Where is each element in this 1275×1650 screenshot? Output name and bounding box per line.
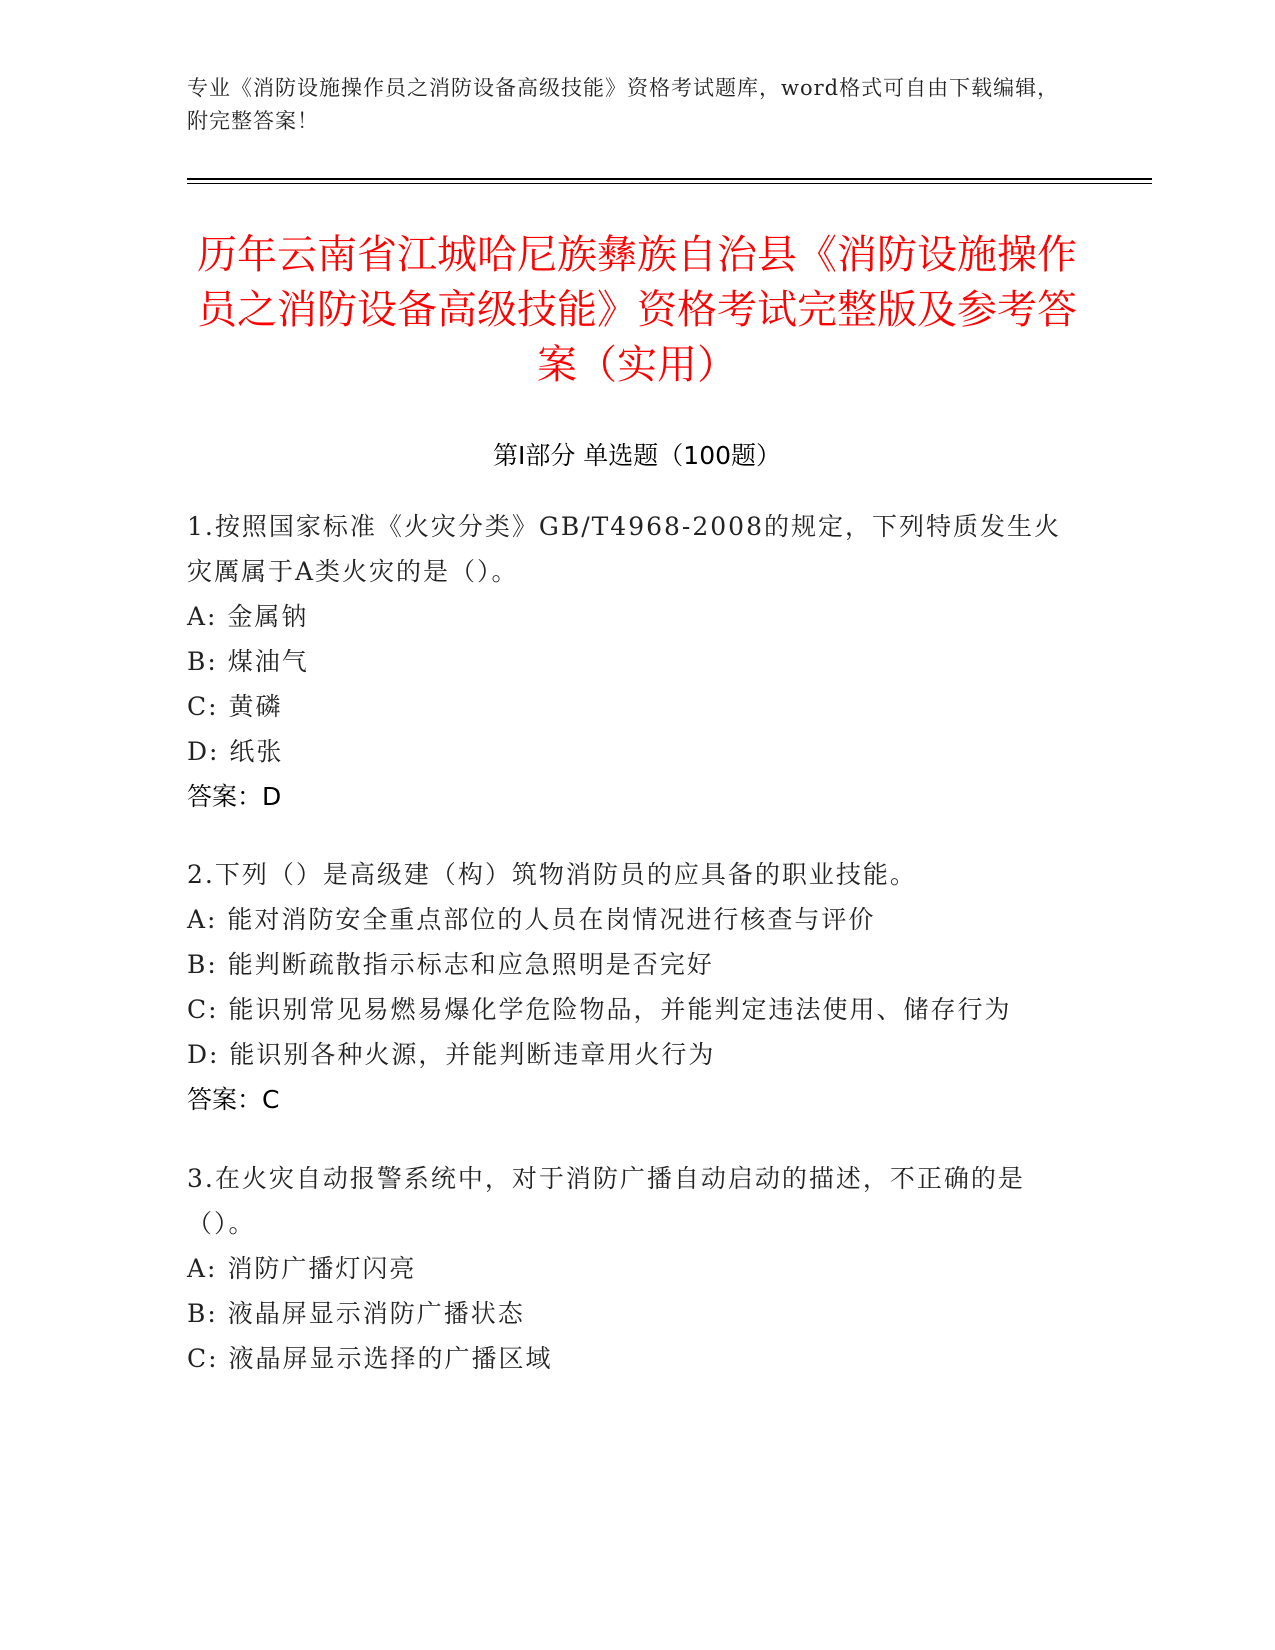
option-a: A: 消防广播灯闪亮 — [187, 1254, 417, 1283]
question-stem: 1.按照国家标准《火灾分类》GB/T4968-2008的规定，下列特质发生火灾厲属于A类火灾的是（）。 — [187, 512, 1061, 586]
question-2 — [187, 852, 1087, 1122]
header-note: 专业《消防设施操作员之消防设备高级技能》资格考试题库，word格式可自由下载编辑，附完整答案！ — [187, 76, 1060, 133]
option-d: D: 纸张 — [187, 737, 284, 766]
answer-value: D — [262, 782, 282, 811]
question-1 — [187, 504, 1087, 819]
header-divider-thin — [187, 183, 1152, 184]
option-a: A: 能对消防安全重点部位的人员在岗情况进行核查与评价 — [187, 905, 876, 934]
section-heading: 第Ⅰ部分 单选题（100题） — [492, 441, 782, 470]
answer-prefix: 答案： — [187, 1085, 263, 1114]
question-stem: 3.在火灾自动报警系统中，对于消防广播自动启动的描述，不正确的是（）。 — [187, 1164, 1025, 1238]
option-b: B: 液晶屏显示消防广播状态 — [187, 1299, 525, 1328]
option-b: B: 能判断疏散指示标志和应急照明是否完好 — [187, 950, 714, 979]
answer-line — [187, 1077, 1087, 1122]
answer-value: C — [262, 1085, 280, 1114]
question-3 — [187, 1156, 1087, 1381]
option-c: C: 能识别常见易燃易爆化学危险物品，并能判定违法使用、储存行为 — [187, 995, 1012, 1024]
option-c: C: 液晶屏显示选择的广播区域 — [187, 1344, 553, 1373]
question-stem: 2.下列（）是高级建（构）筑物消防员的应具备的职业技能。 — [187, 860, 917, 889]
header-divider-thick — [187, 178, 1152, 180]
answer-prefix: 答案： — [187, 782, 263, 811]
document-title: 历年云南省江城哈尼族彝族自治县《消防设施操作员之消防设备高级技能》资格考试完整版及参考答案（实用） — [197, 232, 1077, 388]
option-a: A: 金属钠 — [187, 602, 309, 631]
option-d: D: 能识别各种火源，并能判断违章用火行为 — [187, 1040, 716, 1069]
option-b: B: 煤油气 — [187, 647, 309, 676]
option-c: C: 黄磷 — [187, 692, 283, 721]
answer-line — [187, 774, 1087, 819]
